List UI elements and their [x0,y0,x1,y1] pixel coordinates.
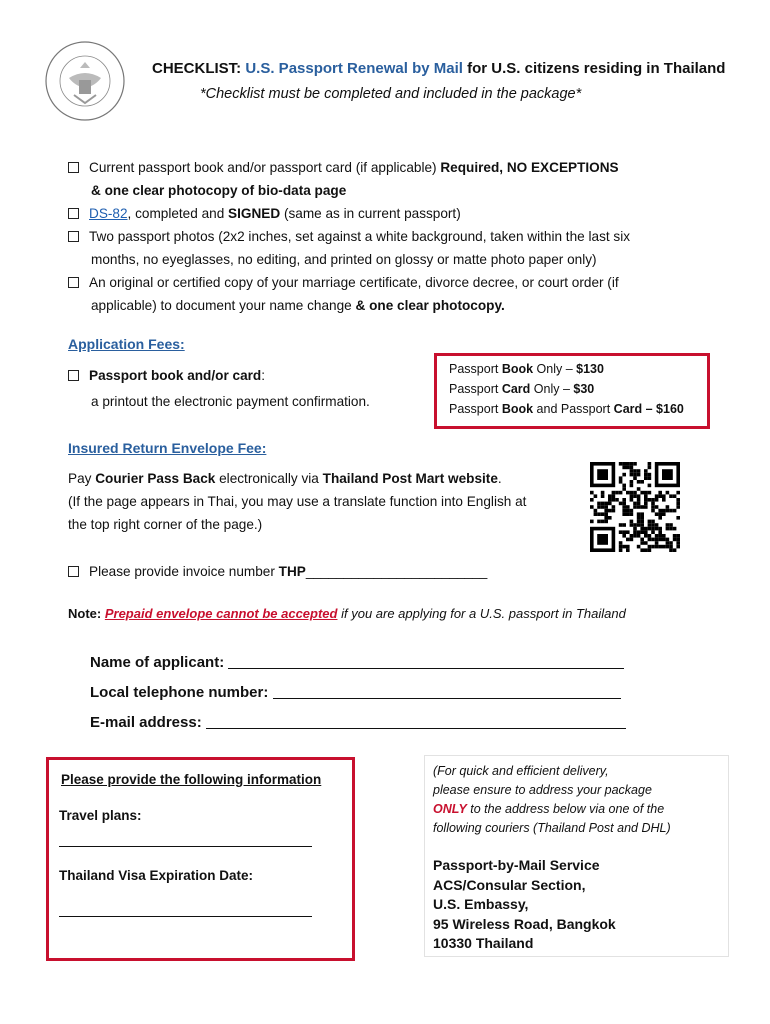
invoice-field: Please provide invoice number THP________________________ [68,560,487,583]
applicant-phone-field[interactable] [273,684,621,699]
price-line: Passport Book Only – $130 [449,362,604,376]
qr-code[interactable] [590,462,680,552]
applicant-name-field[interactable] [228,654,624,669]
application-fees-header: Application Fees: [68,336,185,352]
checklist-item-marriage-cont: applicable) to document your name change & one clear photocopy. [91,298,505,313]
applicant-email-field[interactable] [206,714,626,729]
fee-option: Passport book and/or card: [68,364,265,387]
title-suffix: for U.S. citizens residing in Thailand [467,60,726,77]
mailing-address [433,856,616,954]
delivery-line: ONLY to the address below via one of the [433,802,665,816]
visa-expiration-field[interactable] [59,902,312,917]
address-line: U.S. Embassy, [433,896,529,912]
envelope-line2: (If the page appears in Thai, you may use a translate function into English at [68,494,527,509]
info-box-header: Please provide the following information [61,772,322,787]
checkbox[interactable] [68,208,79,219]
checkbox[interactable] [68,162,79,173]
checklist-item-ds82: DS-82, completed and SIGNED (same as in current passport) [68,202,461,225]
delivery-box [424,755,729,957]
price-line: Passport Book and Passport Card – $160 [449,402,684,416]
address-line: 95 Wireless Road, Bangkok [433,915,616,932]
checkbox[interactable] [68,370,79,381]
checklist-item-passport: Current passport book and/or passport card (if applicable) Required, NO EXCEPTIONS [68,156,619,179]
info-box [46,757,355,961]
envelope-line1: Pay Courier Pass Back electronically via Thailand Post Mart website. [68,471,502,486]
envelope-fee-header: Insured Return Envelope Fee: [68,440,267,456]
title-prefix: CHECKLIST: [152,60,242,77]
address-line: 10330 Thailand [433,935,534,951]
checkbox[interactable] [68,566,79,577]
applicant-phone-row: Local telephone number: [90,684,621,701]
address-line: ACS/Consular Section, [433,876,586,893]
delivery-line: (For quick and efficient delivery, [433,764,609,778]
page-title [152,60,725,77]
applicant-name-row: Name of applicant: [90,654,624,671]
travel-plans-field[interactable] [59,832,312,847]
checkbox[interactable] [68,231,79,242]
delivery-line: please ensure to address your package [433,783,652,797]
checklist-item-marriage: An original or certified copy of your marriage certificate, divorce decree, or court order (if [68,271,619,294]
applicant-email-row: E-mail address: [90,714,626,731]
delivery-line: following couriers (Thailand Post and DHL) [433,821,671,835]
price-line: Passport Card Only – $30 [449,382,595,396]
prepaid-note: Note: Prepaid envelope cannot be accepted if you are applying for a U.S. passport in Thailand [68,606,626,621]
invoice-blank[interactable]: ________________________ [305,564,488,579]
envelope-line3: the top right corner of the page.) [68,517,263,532]
travel-plans-label: Travel plans: [59,808,142,823]
checklist-item-photos-cont: months, no eyeglasses, no editing, and printed on glossy or matte photo paper only) [91,252,597,267]
fee-note: a printout the electronic payment confirmation. [91,394,370,409]
checkbox[interactable] [68,277,79,288]
checklist-item-photos: Two passport photos (2x2 inches, set against a white background, taken within the last six [68,225,630,248]
visa-expiration-label: Thailand Visa Expiration Date: [59,868,254,883]
address-line: Passport-by-Mail Service [433,857,600,873]
page-subtitle: *Checklist must be completed and included in the package* [200,86,582,102]
fee-price-box [434,353,710,429]
department-of-state-seal [44,40,126,122]
checklist-item-photocopy: & one clear photocopy of bio-data page [91,183,347,198]
title-link[interactable]: U.S. Passport Renewal by Mail [245,60,463,77]
ds82-link[interactable]: DS-82 [89,206,128,221]
